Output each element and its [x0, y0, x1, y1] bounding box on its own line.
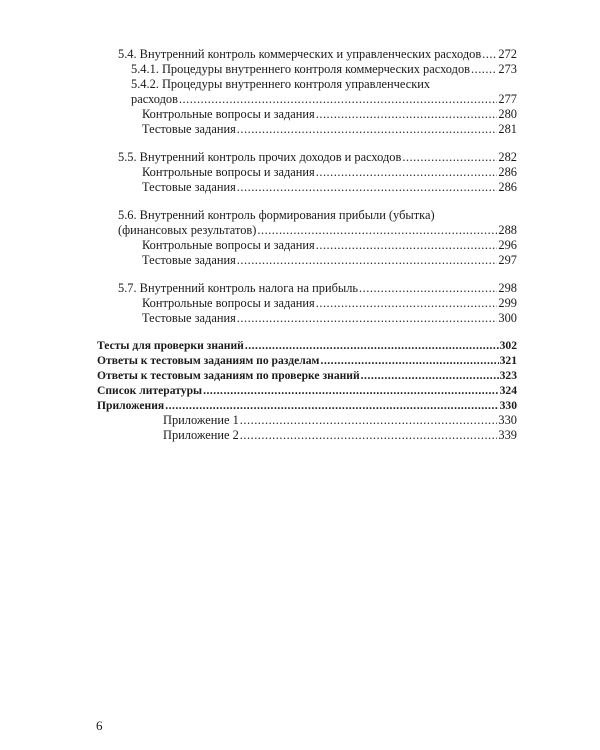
toc-entry-knowledge-tests[interactable]: Тесты для проверки знаний ..... 302 — [97, 338, 517, 353]
toc-entry-control-questions[interactable]: Контрольные вопросы и задания ..... 299 — [97, 296, 517, 311]
toc-entry-control-questions[interactable]: Контрольные вопросы и задания ..... 296 — [97, 238, 517, 253]
toc-entry-5-6-first-line: 5.6. Внутренний контроль формирования прибыли (убытка) — [118, 208, 435, 222]
toc-entry-test-tasks[interactable]: Тестовые задания ..... 281 — [97, 122, 517, 137]
toc-entry-appendix-1[interactable]: Приложение 1 ..... 330 — [97, 413, 517, 428]
page-number: 6 — [96, 718, 103, 733]
toc-entry-appendix-2[interactable]: Приложение 2 ..... 339 — [97, 428, 517, 443]
toc-entry-5-7[interactable]: 5.7. Внутренний контроль налога на прибыль ..... 298 — [97, 281, 517, 296]
toc-entry-5-4-2[interactable]: расходов ..... 277 — [97, 92, 517, 107]
toc-entry-test-tasks[interactable]: Тестовые задания ..... 300 — [97, 311, 517, 326]
toc-entry-5-5[interactable]: 5.5. Внутренний контроль прочих доходов и расходов ..... 282 — [97, 150, 517, 165]
toc-entry-5-4-1[interactable]: 5.4.1. Процедуры внутреннего контроля коммерческих расходов ..... 273 — [97, 62, 517, 77]
toc-entry-5-4-2-first-line: 5.4.2. Процедуры внутреннего контроля управленческих — [131, 77, 431, 91]
toc-entry-appendices[interactable]: Приложения ..... 330 — [97, 398, 517, 413]
toc-entry-answers-by-section[interactable]: Ответы к тестовым заданиям по разделам ..... 321 — [97, 353, 517, 368]
toc-entry-answers-knowledge[interactable]: Ответы к тестовым заданиям по проверке знаний ..... 323 — [97, 368, 517, 383]
toc-entry-5-6[interactable]: (финансовых результатов) ..... 288 — [97, 223, 517, 238]
toc-entry-test-tasks[interactable]: Тестовые задания ..... 297 — [97, 253, 517, 268]
toc-entry-control-questions[interactable]: Контрольные вопросы и задания ..... 280 — [97, 107, 517, 122]
table-of-contents — [97, 47, 517, 443]
toc-entry-control-questions[interactable]: Контрольные вопросы и задания ..... 286 — [97, 165, 517, 180]
toc-entry-bibliography[interactable]: Список литературы ..... 324 — [97, 383, 517, 398]
toc-entry-test-tasks[interactable]: Тестовые задания ..... 286 — [97, 180, 517, 195]
toc-entry-5-4[interactable]: 5.4. Внутренний контроль коммерческих и управленческих расходов ..... 272 — [97, 47, 517, 62]
